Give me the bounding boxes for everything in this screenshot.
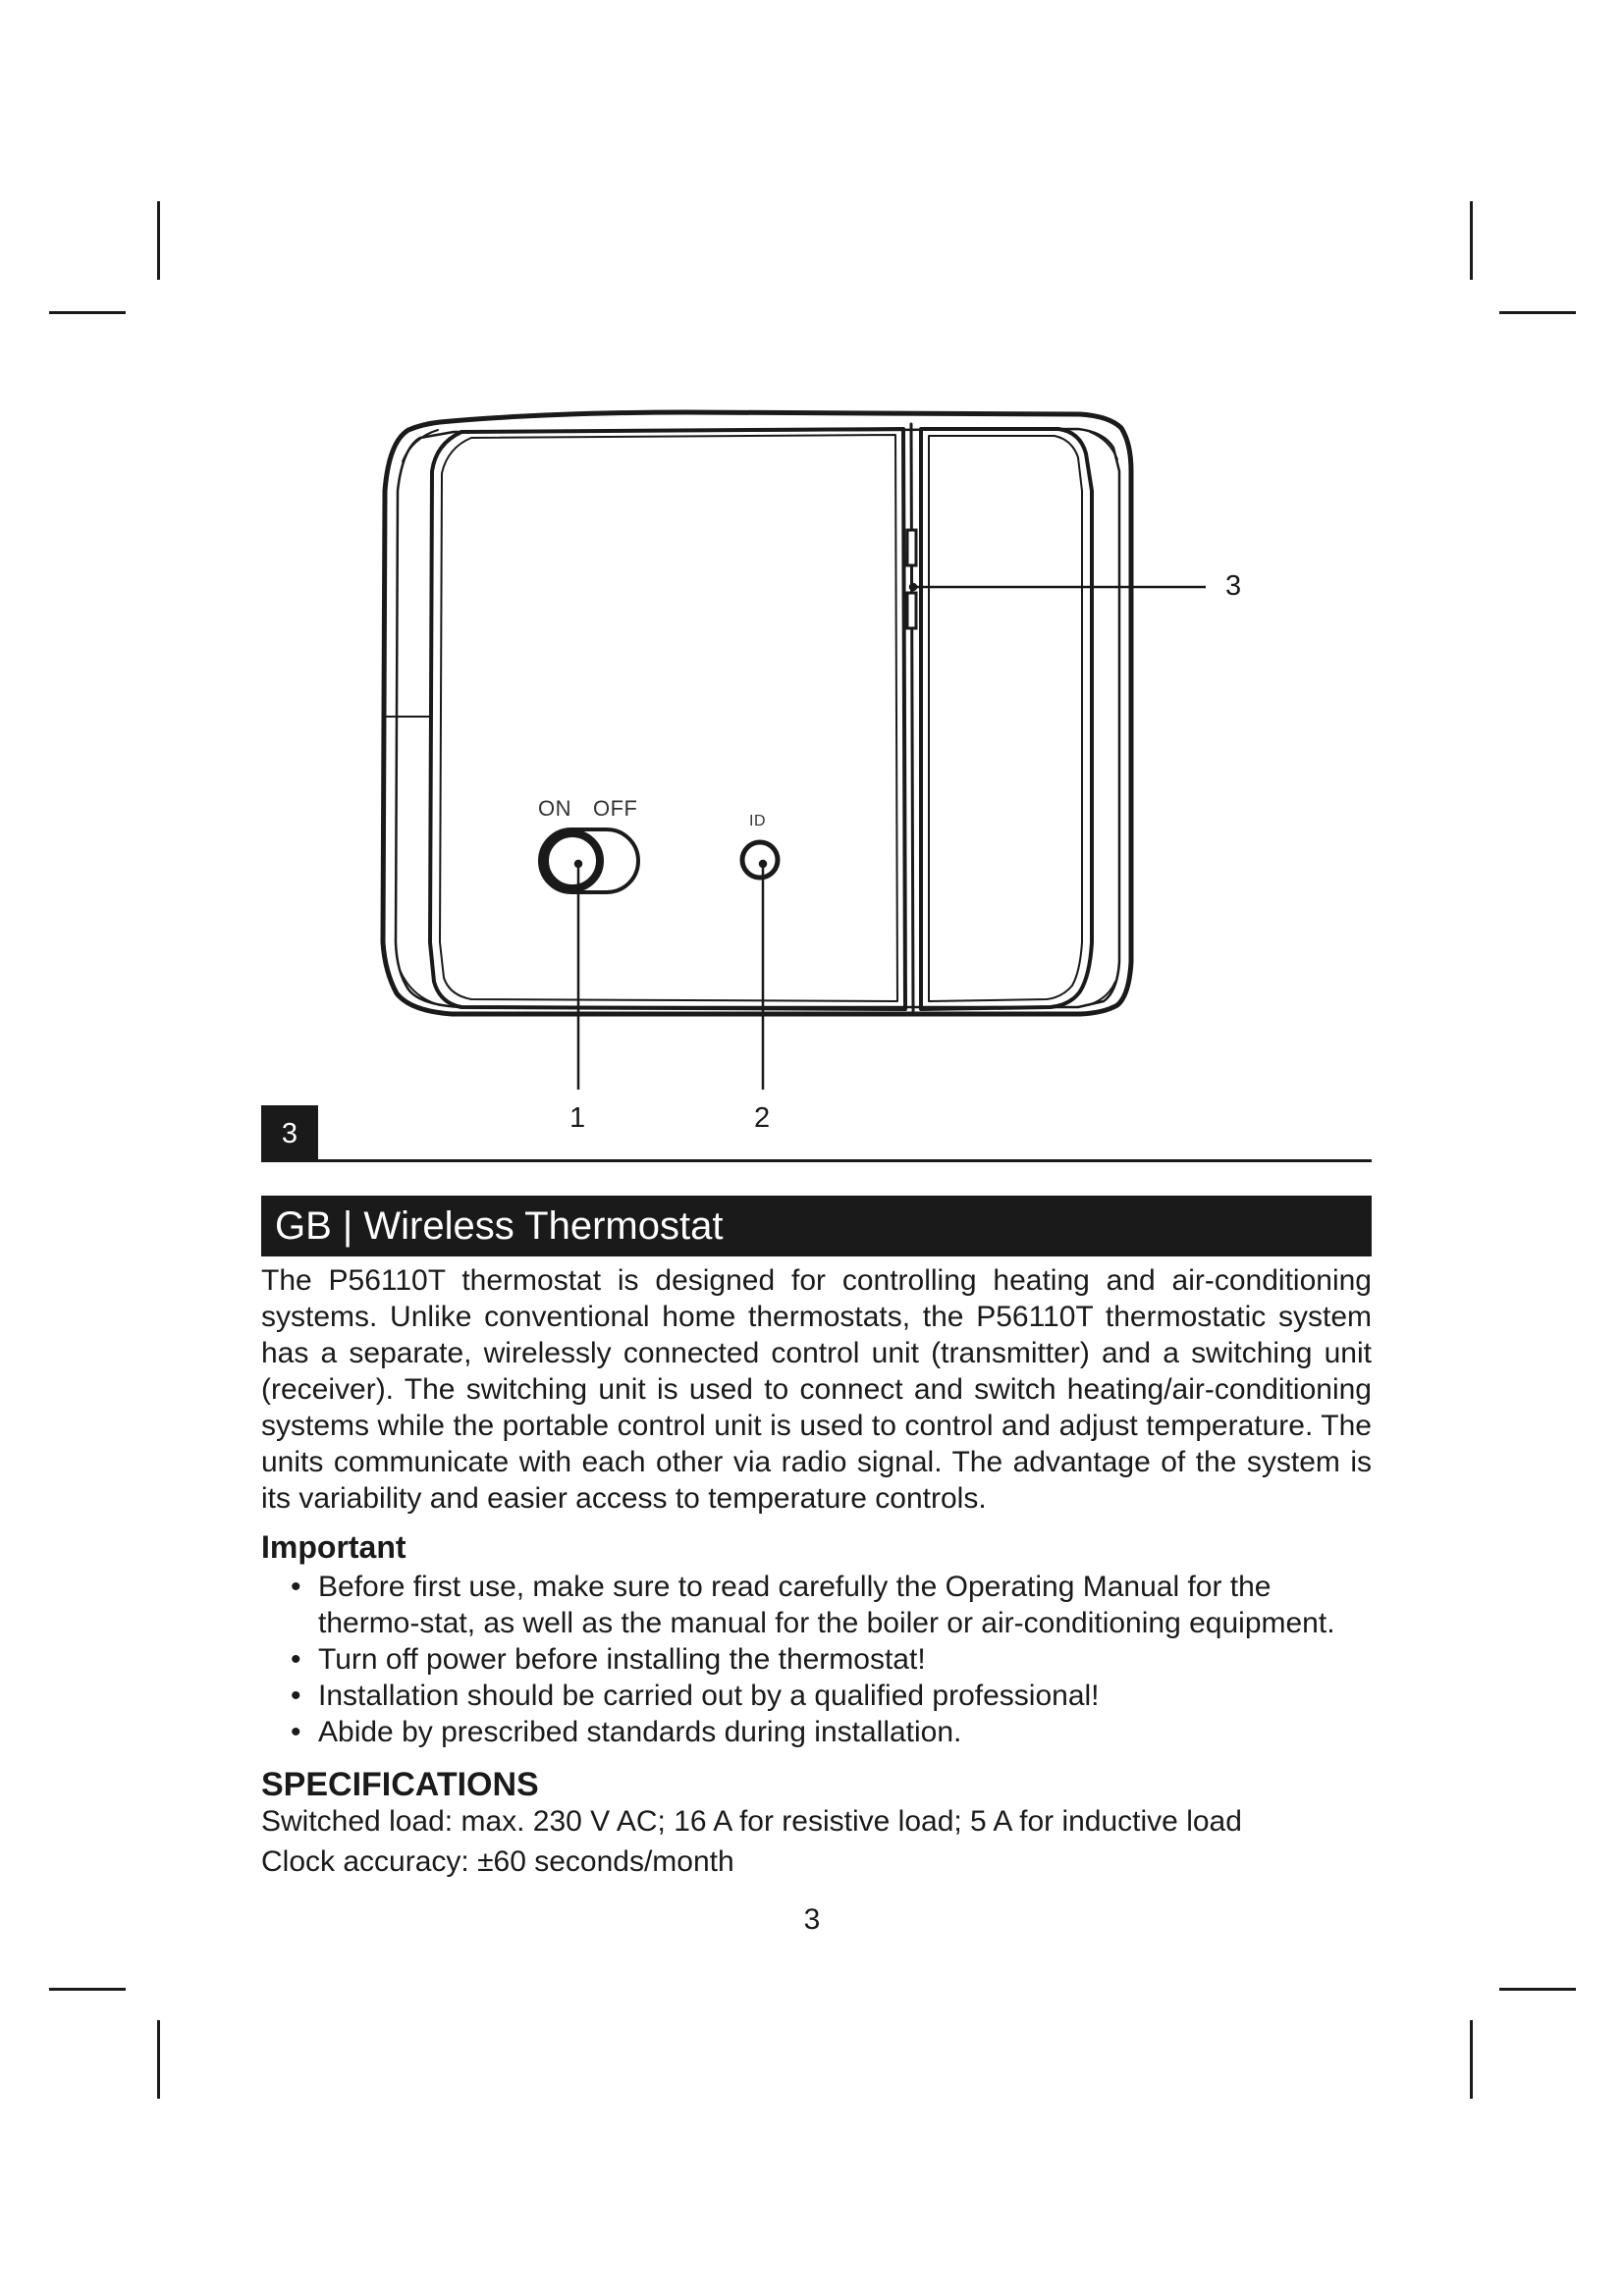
- section-title: GB | Wireless Thermostat: [275, 1203, 724, 1248]
- list-item: • Abide by prescribed standards during installation.: [261, 1714, 1372, 1750]
- switch-off-label: OFF: [593, 796, 638, 821]
- thermostat-drawing: [0, 0, 1624, 1139]
- section-title-bar: [261, 1196, 1372, 1256]
- callout-dot-3: [910, 584, 916, 590]
- important-heading: Important: [261, 1529, 406, 1565]
- list-item: • Before first use, make sure to read carefully the Operating Manual for the thermo-stat, as well as the manual for the boiler or air-conditioning equipment.: [261, 1569, 1372, 1641]
- crop-mark-bottom-right-h: [1499, 1988, 1576, 1991]
- list-item: • Turn off power before installing the thermostat!: [261, 1641, 1372, 1678]
- list-item: • Installation should be carried out by a qualified professional!: [261, 1678, 1372, 1714]
- side-slot-lower: [907, 593, 916, 628]
- crop-mark-bottom-left-v: [157, 2020, 160, 2099]
- device-inner-outline: [396, 429, 1119, 1007]
- spec-clock-accuracy: Clock accuracy: ±60 seconds/month: [261, 1845, 734, 1878]
- right-panel-inner: [929, 436, 1082, 1001]
- page-number: 3: [803, 1903, 821, 1936]
- on-off-switch-knob: [545, 833, 600, 888]
- callout-label-2: 2: [754, 1102, 771, 1134]
- specifications-heading: SPECIFICATIONS: [261, 1766, 539, 1803]
- callout-label-3: 3: [1225, 570, 1242, 602]
- device-outer-shell: [383, 412, 1131, 1014]
- front-panel-inner: [440, 435, 897, 1001]
- front-panel: [430, 429, 905, 1009]
- right-panel: [921, 429, 1092, 1009]
- callout-dot-2: [760, 861, 766, 867]
- crop-mark-bottom-right-v: [1470, 2020, 1473, 2099]
- callout-label-1: 1: [569, 1102, 586, 1134]
- intro-paragraph: The P56110T thermostat is designed for controlling heating and air-conditioning systems. Unlike conventional home thermostats, the P56110T thermostatic system has a separate, wirelessly connected control unit (transmitter) and a switching unit (receiver). The switching unit is used to connect and switch heating/air-conditioning systems while the portable control unit is used to control and adjust temperature. The units communicate with each other via radio signal. The advantage of the system is its variability and easier access to temperature controls.: [261, 1264, 1372, 1515]
- intro-body: [261, 1262, 1372, 1517]
- page-tab: 3: [261, 1105, 318, 1162]
- spec-switched-load: Switched load: max. 230 V AC; 16 A for resistive load; 5 A for inductive load: [261, 1805, 1242, 1838]
- crop-mark-bottom-left-h: [49, 1988, 126, 1991]
- panel-divider: [911, 424, 913, 1011]
- thermostat-illustration: [0, 0, 1624, 1139]
- callout-dot-1: [575, 861, 581, 867]
- id-button-ring: [742, 842, 778, 878]
- side-slot-upper: [907, 530, 916, 565]
- switch-on-label: ON: [538, 796, 571, 821]
- id-button-label: ID: [749, 813, 766, 829]
- important-list: [261, 1569, 1372, 1750]
- tab-rule: [261, 1159, 1372, 1162]
